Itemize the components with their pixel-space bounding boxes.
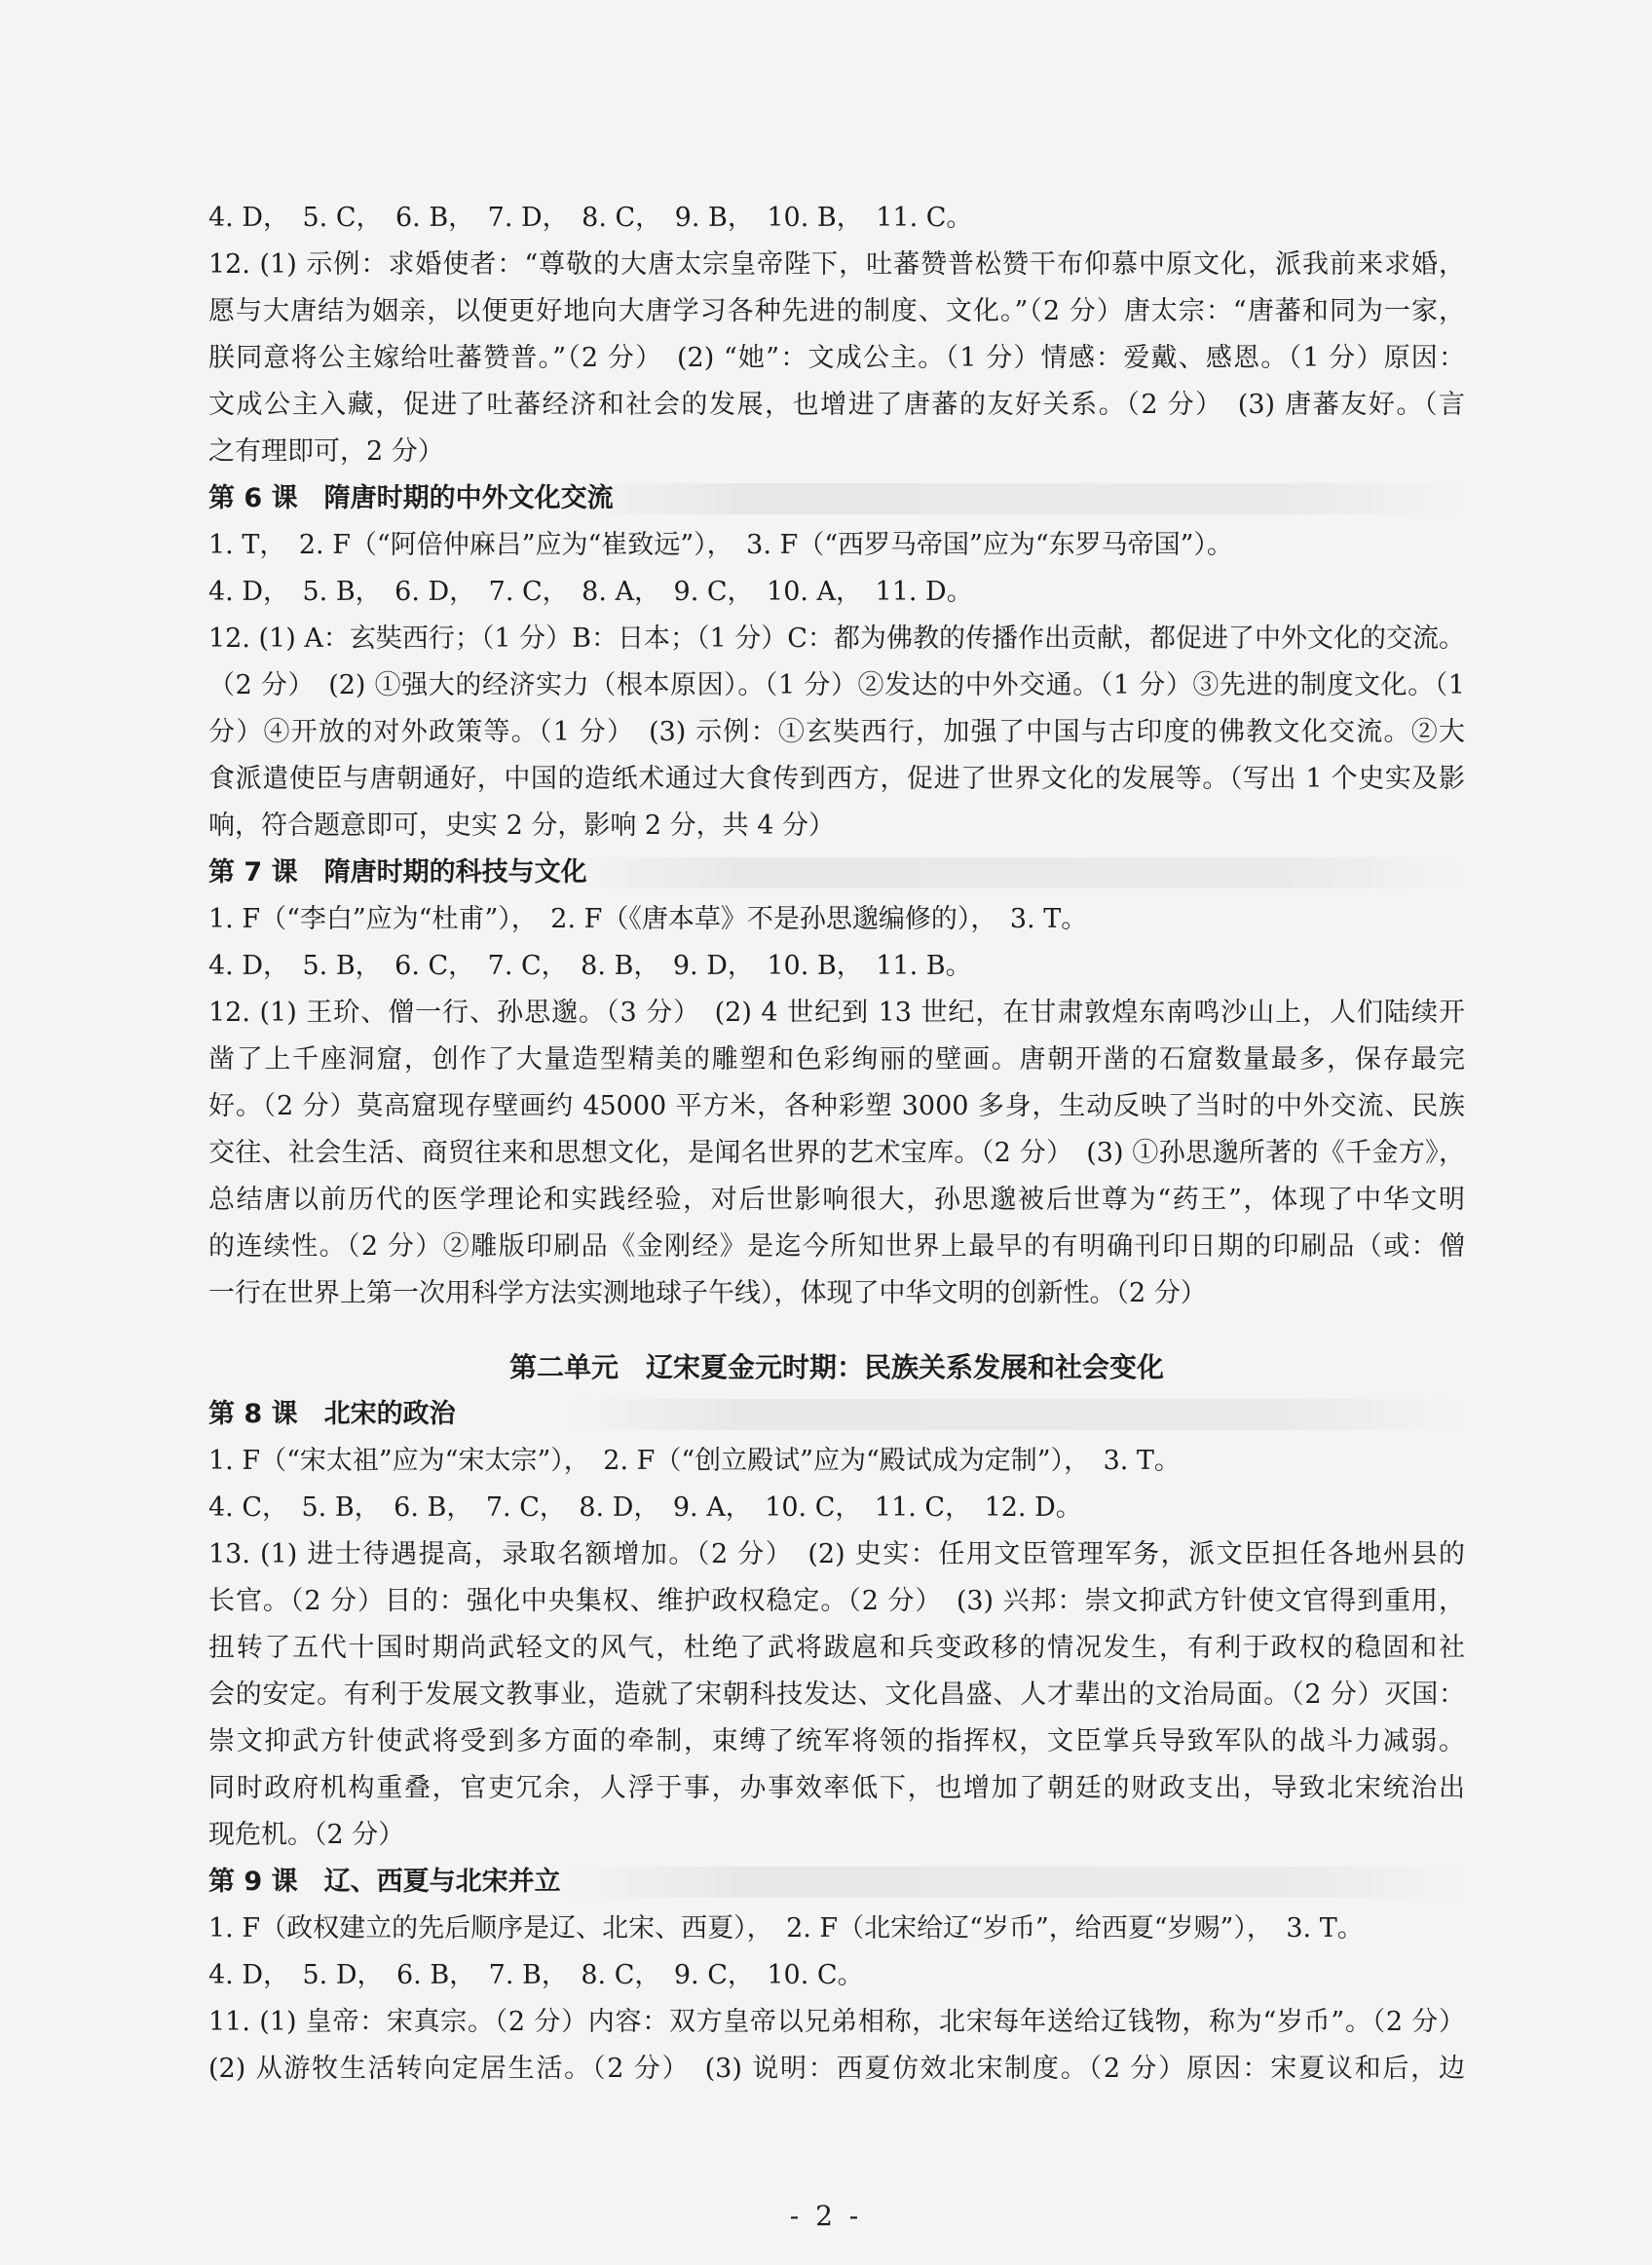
- text-line: 4. D， 5. D， 6. B， 7. B， 8. C， 9. C， 10. C。: [208, 1960, 864, 1990]
- text-line: 响，符合题意即可，史实 2 分，影响 2 分，共 4 分）: [208, 811, 836, 841]
- text-line: 4. D， 5. B， 6. C， 7. C， 8. B， 9. D， 10. B， 11. B。: [208, 951, 972, 981]
- text-line: 12. (1) 示例：求婚使者：“尊敬的大唐太宗皇帝陛下，吐蕃赞普松赞干布仰慕中原文化，派我前来求婚，: [208, 249, 1465, 280]
- answer-content: [208, 195, 1465, 2093]
- text-line: 崇文抑武方针使武将受到多方面的牵制，束缚了统军将领的指挥权，文臣掌兵导致军队的战斗力减弱。: [208, 1726, 1465, 1756]
- text-line: （2 分） (2) ①强大的经济实力（根本原因）。（1 分）②发达的中外交通。（1 分）③先进的制度文化。（1: [208, 670, 1465, 700]
- text-line: 交往、社会生活、商贸往来和思想文化，是闻名世界的艺术宝库。（2 分） (3) ①孙思邈所著的《千金方》，: [208, 1138, 1465, 1168]
- text-line: 12. (1) A：玄奘西行；（1 分）B：日本；（1 分）C：都为佛教的传播作出贡献，都促进了中外文化的交流。: [208, 623, 1465, 654]
- text-line: 1. F（“宋太祖”应为“宋太宗”）， 2. F（“创立殿试”应为“殿试成为定制”）， 3. T。: [208, 1446, 1181, 1476]
- text-line: 之有理即可，2 分）: [208, 436, 444, 467]
- text-line: 一行在世界上第一次用科学方法实测地球子午线），体现了中华文明的创新性。（2 分）: [208, 1278, 1207, 1308]
- text-line: 1. T， 2. F（“阿倍仲麻吕”应为“崔致远”）， 3. F（“西罗马帝国”应为“东罗马帝国”）。: [208, 530, 1233, 560]
- text-line: 总结唐以前历代的医学理论和实践经验，对后世影响很大，孙思邈被后世尊为“药王”，体现了中华文明: [208, 1185, 1465, 1215]
- text-line: 4. C， 5. B， 6. B， 7. C， 8. D， 9. A， 10. C， 11. C， 12. D。: [208, 1492, 1082, 1523]
- text-line: 会的安定。有利于发展文教事业，造就了宋朝科技发达、文化昌盛、人才辈出的文治局面。（2 分）灭国：: [208, 1680, 1465, 1710]
- text-line: 好。（2 分）莫高窟现存壁画约 45000 平方米，各种彩塑 3000 多身，生动反映了当时的中外交流、民族: [208, 1091, 1465, 1121]
- text-line: 现危机。（2 分）: [208, 1820, 405, 1850]
- text-line: 同时政府机构重叠，官吏冗余，人浮于事，办事效率低下，也增加了朝廷的财政支出，导致北宋统治出: [208, 1773, 1465, 1803]
- text-line: 长官。（2 分）目的：强化中央集权、维护政权稳定。（2 分） (3) 兴邦：崇文抑武方针使文官得到重用，: [208, 1586, 1465, 1616]
- text-line: 文成公主入藏，促进了吐蕃经济和社会的发展，也增进了唐蕃的友好关系。（2 分） (3) 唐蕃友好。（言: [208, 390, 1465, 420]
- page-number: - 2 -: [789, 2200, 863, 2232]
- text-line: 朕同意将公主嫁给吐蕃赞普。”（2 分） (2) “她”：文成公主。（1 分）情感：爱戴、感恩。（1 分）原因：: [208, 343, 1465, 373]
- lesson-8-heading: 第 8 课 北宋的政治: [208, 1391, 1465, 1438]
- lesson-6-heading: 第 6 课 隋唐时期的中外文化交流: [208, 475, 1465, 522]
- text-line: 13. (1) 进士待遇提高，录取名额增加。（2 分） (2) 史实：任用文臣管理军务，派文臣担任各地州县的: [208, 1539, 1465, 1569]
- text-line: 愿与大唐结为姻亲，以便更好地向大唐学习各种先进的制度、文化。”（2 分）唐太宗：“唐蕃和同为一家，: [208, 296, 1465, 326]
- text-line: 11. (1) 皇帝：宋真宗。（2 分）内容：双方皇帝以兄弟相称，北宋每年送给辽钱物，称为“岁币”。（2 分）: [208, 2007, 1465, 2037]
- text-line: 1. F（“李白”应为“杜甫”）， 2. F（《唐本草》不是孙思邈编修的）， 3. T。: [208, 904, 1088, 934]
- text-line: 12. (1) 王玠、僧一行、孙思邈。（3 分） (2) 4 世纪到 13 世纪，在甘肃敦煌东南鸣沙山上，人们陆续开: [208, 998, 1465, 1028]
- text-line: (2) 从游牧生活转向定居生活。（2 分） (3) 说明：西夏仿效北宋制度。（2 分）原因：宋夏议和后，边: [208, 2054, 1465, 2084]
- text-line: 凿了上千座洞窟，创作了大量造型精美的雕塑和色彩绚丽的壁画。唐朝开凿的石窟数量最多，保存最完: [208, 1044, 1465, 1075]
- text-line: 4. D， 5. C， 6. B， 7. D， 8. C， 9. B， 10. B， 11. C。: [208, 203, 973, 233]
- lesson-7-heading: 第 7 课 隋唐时期的科技与文化: [208, 849, 1465, 896]
- text-line: 食派遣使臣与唐朝通好，中国的造纸术通过大食传到西方，促进了世界文化的发展等。（写出 1 个史实及影: [208, 764, 1465, 794]
- lesson-9-heading: 第 9 课 辽、西夏与北宋并立: [208, 1859, 1465, 1906]
- text-line: 4. D， 5. B， 6. D， 7. C， 8. A， 9. C， 10. A， 11. D。: [208, 577, 973, 607]
- text-line: 1. F（政权建立的先后顺序是辽、北宋、西夏）， 2. F（北宋给辽“岁币”，给西夏“岁赐”）， 3. T。: [208, 1913, 1364, 1944]
- unit-title: 第二单元 辽宋夏金元时期：民族关系发展和社会变化: [508, 1351, 1164, 1383]
- text-line: 的连续性。（2 分）②雕版印刷品《金刚经》是迄今所知世界上最早的有明确刊印日期的印刷品（或：僧: [208, 1231, 1465, 1262]
- text-line: 扭转了五代十国时期尚武轻文的风气，杜绝了武将跋扈和兵变政移的情况发生，有利于政权的稳固和社: [208, 1633, 1465, 1663]
- text-line: 分）④开放的对外政策等。（1 分） (3) 示例：①玄奘西行，加强了中国与古印度的佛教文化交流。②大: [208, 717, 1465, 747]
